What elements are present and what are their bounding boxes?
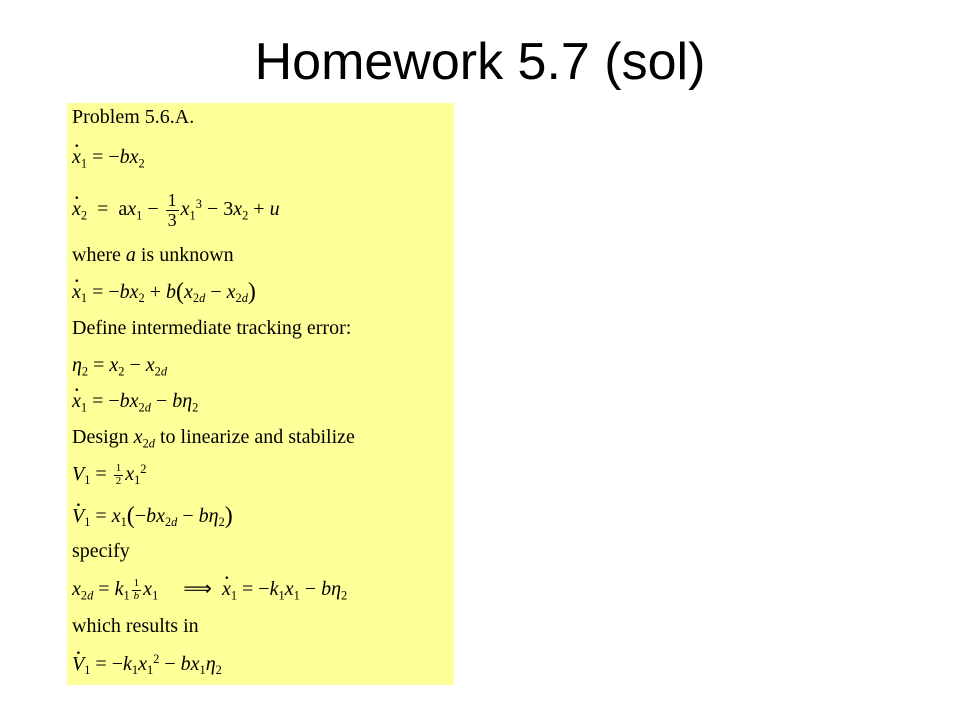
equation-x1-dot-eta: · $x_1 = -bx_{2d} - b\eta_2$ (72, 390, 198, 415)
slide-title: Homework 5.7 (sol) (254, 33, 706, 91)
equation-eta2: $\eta_2 = x_2 - x_{2d}$ (72, 354, 168, 379)
solution-note-box (67, 103, 454, 685)
text-specify: specify (72, 540, 130, 562)
equation-v1-dot: · $V_1 = x_1(-bx_{2d} - b\eta_2)$ (72, 503, 233, 530)
equation-v1: $V_1$ = $\frac{1}{2}$ $x_1^2$ (72, 462, 147, 488)
text-which-results: which results in (72, 615, 199, 637)
problem-heading: Problem 5.6.A. (72, 106, 195, 128)
text-design-x2d: Design $x_{2d}$ to linearize and stabilize (72, 426, 355, 451)
equation-x1-dot: · $x_1 = -bx_2$ (72, 146, 145, 171)
equation-v1-dot-result: · $V_1 = -k_1x_1^2 - bx_1\eta_2$ (72, 652, 222, 678)
equation-x2d-spec: $x_{2d} = k_1$ $\frac{1}{b}$ $x_1$ ⟹ · $x_1 = -k_1x_1 - b\eta_2$ (72, 576, 347, 603)
text-where-a-unknown: where a is unknown (72, 244, 234, 266)
equation-x2-dot: · $x_2 = ax_1$ − $\frac{1}{3}$ $x_1^3 - 3x_2 + u$ (72, 191, 280, 230)
equation-x1-dot-expanded: · $x_1 = -bx_2 + b(x_{2d} - x_{2d})$ (72, 279, 256, 306)
text-define-error: Define intermediate tracking error: (72, 317, 352, 339)
